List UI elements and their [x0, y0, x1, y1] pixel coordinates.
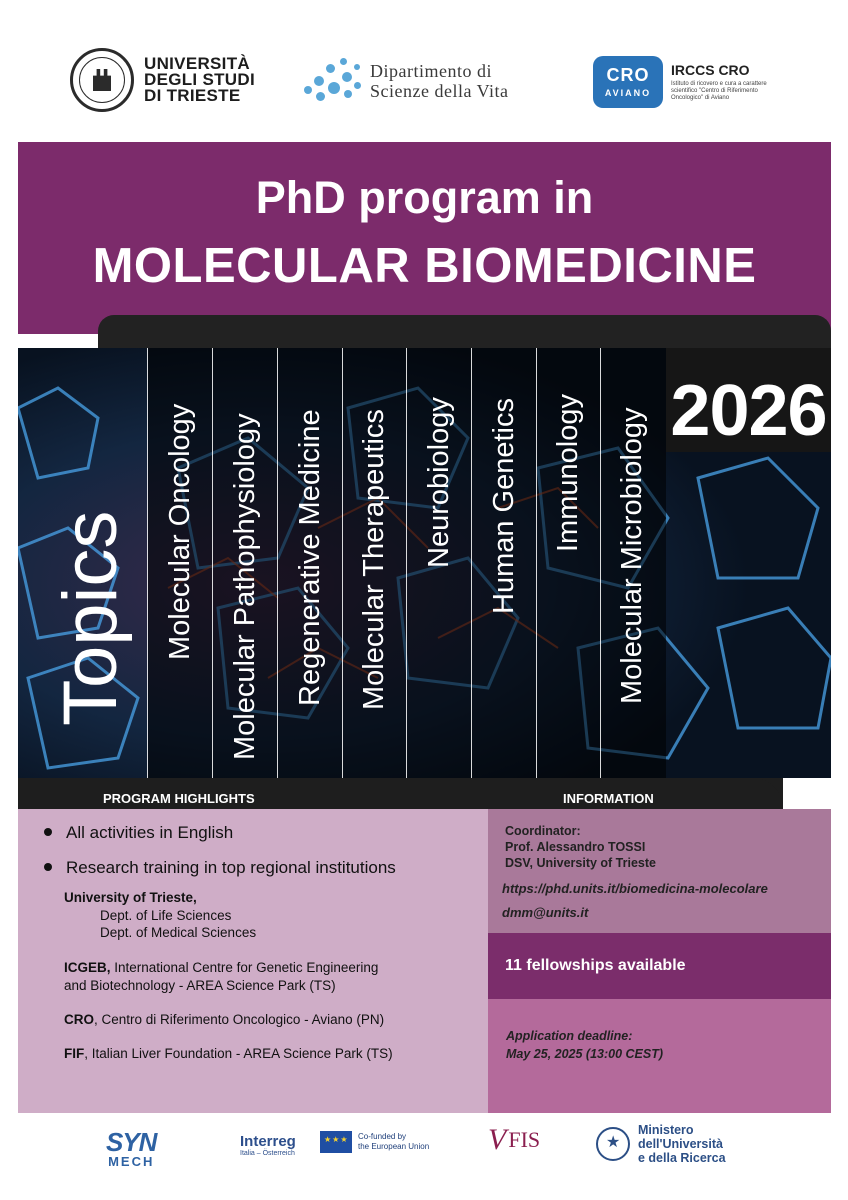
units-name — [144, 56, 255, 104]
institution-icgeb-desc: International Centre for Genetic Engineering — [110, 960, 379, 975]
units-logo — [70, 48, 255, 112]
university-seal-icon — [70, 48, 134, 112]
units-line1: UNIVERSITÀ — [144, 54, 250, 73]
topic-immunology: Immunology — [552, 394, 584, 552]
units-line3: DI TRIESTE — [144, 86, 241, 105]
institution-cro — [64, 1011, 384, 1029]
contact-block — [488, 809, 831, 933]
fis-name: FIS — [508, 1127, 541, 1152]
institution-units — [64, 889, 256, 942]
molecule-dots-icon — [302, 56, 362, 106]
bullet-dot-icon — [44, 863, 52, 871]
highlight-research-training: Research training in top regional institutions — [66, 858, 396, 877]
information-panel — [488, 809, 831, 1113]
topic-neurobiology: Neurobiology — [423, 397, 455, 568]
dsv-line2: Scienze della Vita — [370, 81, 509, 101]
deadline-block — [488, 999, 831, 1113]
eu-line2: the European Union — [358, 1142, 430, 1151]
institution-units-dept2: Dept. of Medical Sciences — [100, 925, 257, 940]
contact-email-link[interactable]: dmm@units.it — [502, 905, 589, 920]
topic-human-genetics: Human Genetics — [488, 398, 520, 614]
program-highlights — [18, 809, 488, 1113]
title-line2: MOLECULAR BIOMEDICINE — [92, 239, 757, 293]
institution-fif-desc: , Italian Liver Foundation - AREA Science Park (TS) — [84, 1046, 393, 1061]
eu-text — [358, 1132, 429, 1152]
units-line2: DEGLI STUDI — [144, 70, 255, 89]
institution-cro-desc: , Centro di Riferimento Oncologico - Aviano (PN) — [94, 1012, 385, 1027]
cro-badge — [593, 56, 663, 108]
cro-badge-line2: AVIANO — [604, 88, 652, 98]
institution-fif — [64, 1045, 393, 1063]
topic-molecular-therapeutics: Molecular Therapeutics — [358, 409, 390, 710]
eu-flag-icon — [320, 1131, 352, 1153]
highlight-bullet — [44, 823, 233, 843]
information-heading: INFORMATION — [563, 791, 654, 806]
highlight-english: All activities in English — [66, 823, 234, 842]
coordinator — [505, 823, 656, 871]
information-header-cap — [488, 778, 783, 809]
institution-icgeb-name: ICGEB, — [64, 960, 111, 975]
coordinator-label: Coordinator: — [505, 824, 581, 838]
interreg-name: Interreg — [240, 1133, 296, 1150]
fis-mark-icon: V — [488, 1123, 507, 1156]
institution-cro-name: CRO — [64, 1012, 94, 1027]
mur-line1: Ministero — [638, 1123, 694, 1137]
institution-icgeb — [64, 959, 378, 994]
topic-molecular-pathophysiology: Molecular Pathophysiology — [229, 413, 261, 760]
mur-line2: dell'Università — [638, 1137, 723, 1151]
title-line1: PhD program in — [255, 172, 594, 223]
fellowships-count: 11 fellowships available — [505, 957, 686, 974]
italian-republic-emblem-icon — [596, 1127, 630, 1161]
fellowships-band — [488, 933, 831, 999]
institution-units-name: University of Trieste, — [64, 890, 197, 905]
highlight-bullet — [44, 858, 396, 878]
bullet-dot-icon — [44, 828, 52, 836]
year-block — [666, 348, 831, 452]
title-tab-divider — [98, 315, 831, 348]
deadline-label: Application deadline: — [506, 1029, 633, 1043]
title-band — [18, 142, 831, 334]
coordinator-affiliation: DSV, University of Trieste — [505, 856, 656, 870]
topics-panel — [18, 348, 831, 778]
synmech-logo — [106, 1127, 156, 1169]
dsv-name — [370, 61, 509, 101]
coordinator-name: Prof. Alessandro TOSSI — [505, 840, 646, 854]
cro-name-block — [671, 62, 781, 102]
cro-name: IRCCS CRO — [671, 62, 750, 78]
eu-line1: Co-funded by — [358, 1132, 407, 1141]
topic-molecular-oncology: Molecular Oncology — [164, 403, 196, 660]
dsv-logo — [302, 56, 509, 106]
synmech-line2: MECH — [108, 1154, 155, 1169]
synmech-line1: SYN — [106, 1127, 157, 1157]
mur-logo — [596, 1123, 726, 1165]
footer-logos — [0, 1113, 848, 1200]
eu-cofunded-logo — [320, 1131, 429, 1153]
institution-units-dept1: Dept. of Life Sciences — [100, 907, 232, 923]
topics-heading: Topics — [48, 510, 133, 726]
institution-icgeb-desc2: and Biotechnology - AREA Science Park (TS) — [64, 977, 336, 993]
header-logos — [0, 0, 848, 140]
dsv-line1: Dipartimento di — [370, 61, 492, 81]
topic-regenerative-medicine: Regenerative Medicine — [294, 409, 326, 706]
cro-badge-line1: CRO — [606, 65, 650, 85]
mur-line3: e della Ricerca — [638, 1151, 726, 1165]
cro-logo — [593, 56, 781, 108]
interreg-logo — [240, 1133, 296, 1157]
institution-fif-name: FIF — [64, 1046, 85, 1061]
mur-name — [638, 1123, 726, 1165]
topic-molecular-microbiology: Molecular Microbiology — [616, 407, 648, 704]
cro-tagline: Istituto di ricovero e cura a carattere scientifico "Centro di Riferimento Oncologico" di Aviano — [671, 81, 767, 101]
program-year: 2026 — [670, 371, 827, 451]
application-deadline — [506, 1027, 663, 1063]
interreg-region: Italia – Österreich — [240, 1150, 295, 1157]
program-highlights-heading: PROGRAM HIGHLIGHTS — [103, 791, 255, 806]
program-url-link[interactable]: https://phd.units.it/biomedicina-molecolare — [502, 881, 768, 896]
deadline-date: May 25, 2025 (13:00 CEST) — [506, 1047, 664, 1061]
fis-logo — [488, 1123, 540, 1157]
header-bar-gap — [783, 778, 831, 809]
